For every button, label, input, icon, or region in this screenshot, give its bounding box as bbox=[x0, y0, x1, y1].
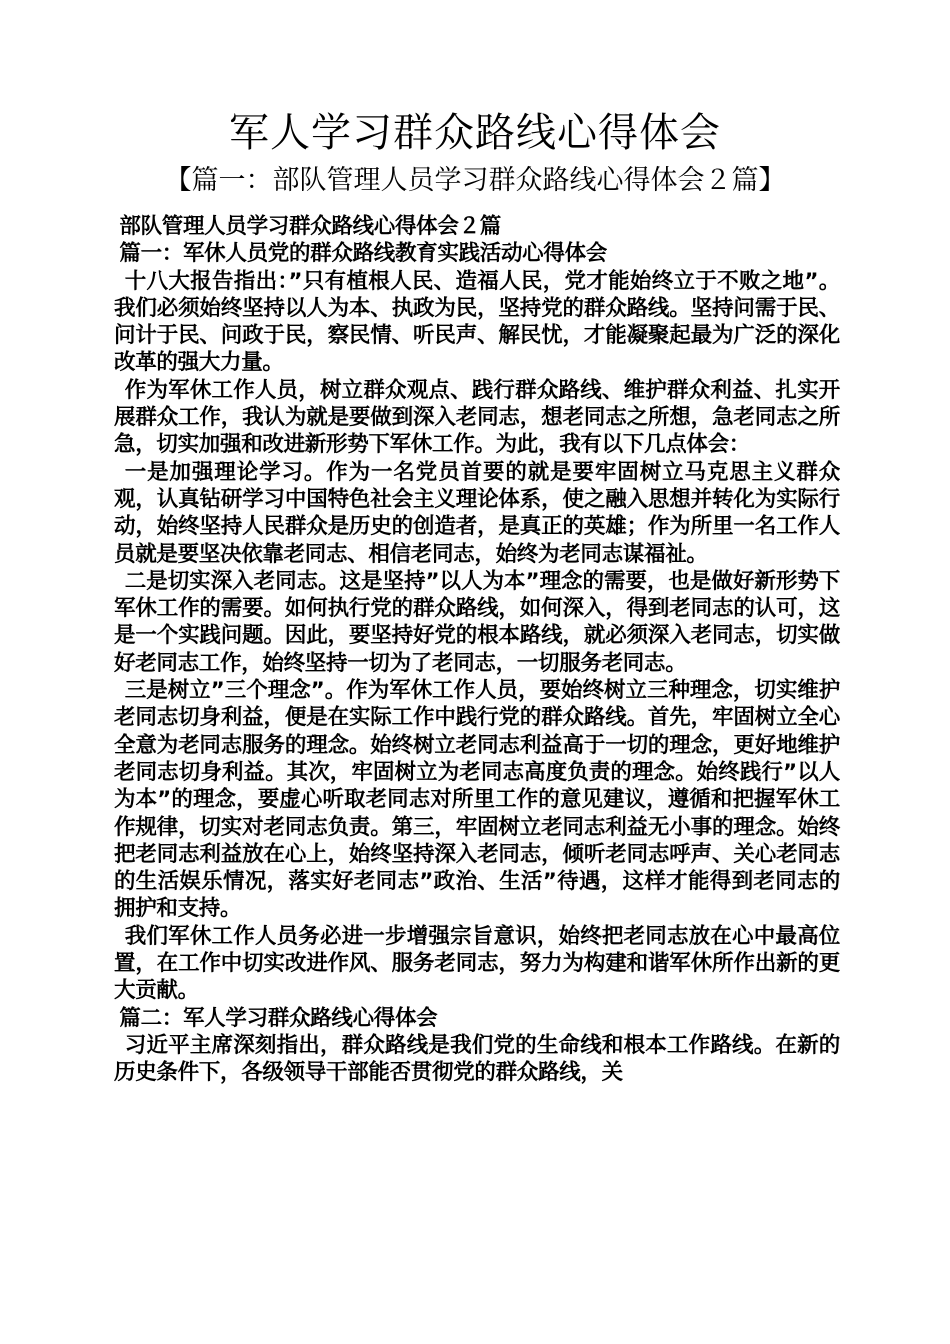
section-heading-main: 部队管理人员学习群众路线心得体会２篇 bbox=[119, 214, 501, 239]
body-paragraph: 十八大报告指出：”只有植根人民、造福人民，党才能始终立于不败之地”。我们必须始终坚持以人为本、执政为民，坚持党的群众路线。坚持问需于民、问计于民、问政于民，察民情、听民声、解民忧，才能凝聚起最为广泛的深化改革的强大力量。 bbox=[114, 268, 840, 376]
body-paragraph: 我们军休工作人员务必进一步增强宗旨意识，始终把老同志放在心中最高位置，在工作中切实改进作风、服务老同志，努力为构建和谐军休所作出新的更大贡献。 bbox=[114, 923, 840, 1004]
body-paragraph: 作为军休工作人员，树立群众观点、践行群众路线、维护群众利益、扎实开展群众工作，我认为就是要做到深入老同志，想老同志之所想，急老同志之所急，切实加强和改进新形势下军休工作。为此，我有以下几点体会： bbox=[114, 377, 840, 458]
document-subtitle: 【篇一：部队管理人员学习群众路线心得体会２篇】 bbox=[164, 165, 786, 196]
body-paragraph: 二是切实深入老同志。这是坚持”以人为本”理念的需要，也是做好新形势下军休工作的需要。如何执行党的群众路线，如何深入，得到老同志的认可，这是一个实践问题。因此，要坚持好党的根本路线，就必须深入老同志，切实做好老同志工作，始终坚持一切为了老同志，一切服务老同志。 bbox=[114, 568, 840, 676]
section-heading-part1: 篇一：军休人员党的群众路线教育实践活动心得体会 bbox=[119, 241, 607, 267]
document-body bbox=[114, 213, 840, 1087]
body-paragraph: 三是树立”三个理念”。作为军休工作人员，要始终树立三种理念，切实维护老同志切身利益，便是在实际工作中践行党的群众路线。首先，牢固树立全心全意为老同志服务的理念。始终树立老同志利益高于一切的理念，更好地维护老同志切身利益。其次，牢固树立为老同志高度负责的理念。始终践行”以人为本”的理念，要虚心听取老同志对所里工作的意见建议，遵循和把握军休工作规律，切实对老同志负责。第三，牢固树立老同志利益无小事的理念。始终把老同志利益放在心上，始终坚持深入老同志，倾听老同志呼声、关心老同志的生活娱乐情况，落实好老同志”政治、生活”待遇，这样才能得到老同志的拥护和支持。 bbox=[114, 678, 840, 922]
body-paragraph: 一是加强理论学习。作为一名党员首要的就是要牢固树立马克思主义群众观，认真钻研学习中国特色社会主义理论体系，使之融入思想并转化为实际行动，始终坚持人民群众是历史的创造者，是真正的英雄；作为所里一名工作人员就是要坚决依靠老同志、相信老同志，始终为老同志谋福祉。 bbox=[114, 459, 840, 567]
body-paragraph: 习近平主席深刻指出，群众路线是我们党的生命线和根本工作路线。在新的历史条件下，各级领导干部能否贯彻党的群众路线，关 bbox=[114, 1032, 840, 1086]
section-heading-part2: 篇二：军人学习群众路线心得体会 bbox=[119, 1005, 438, 1031]
document-title: 军人学习群众路线心得体会 bbox=[229, 110, 721, 156]
